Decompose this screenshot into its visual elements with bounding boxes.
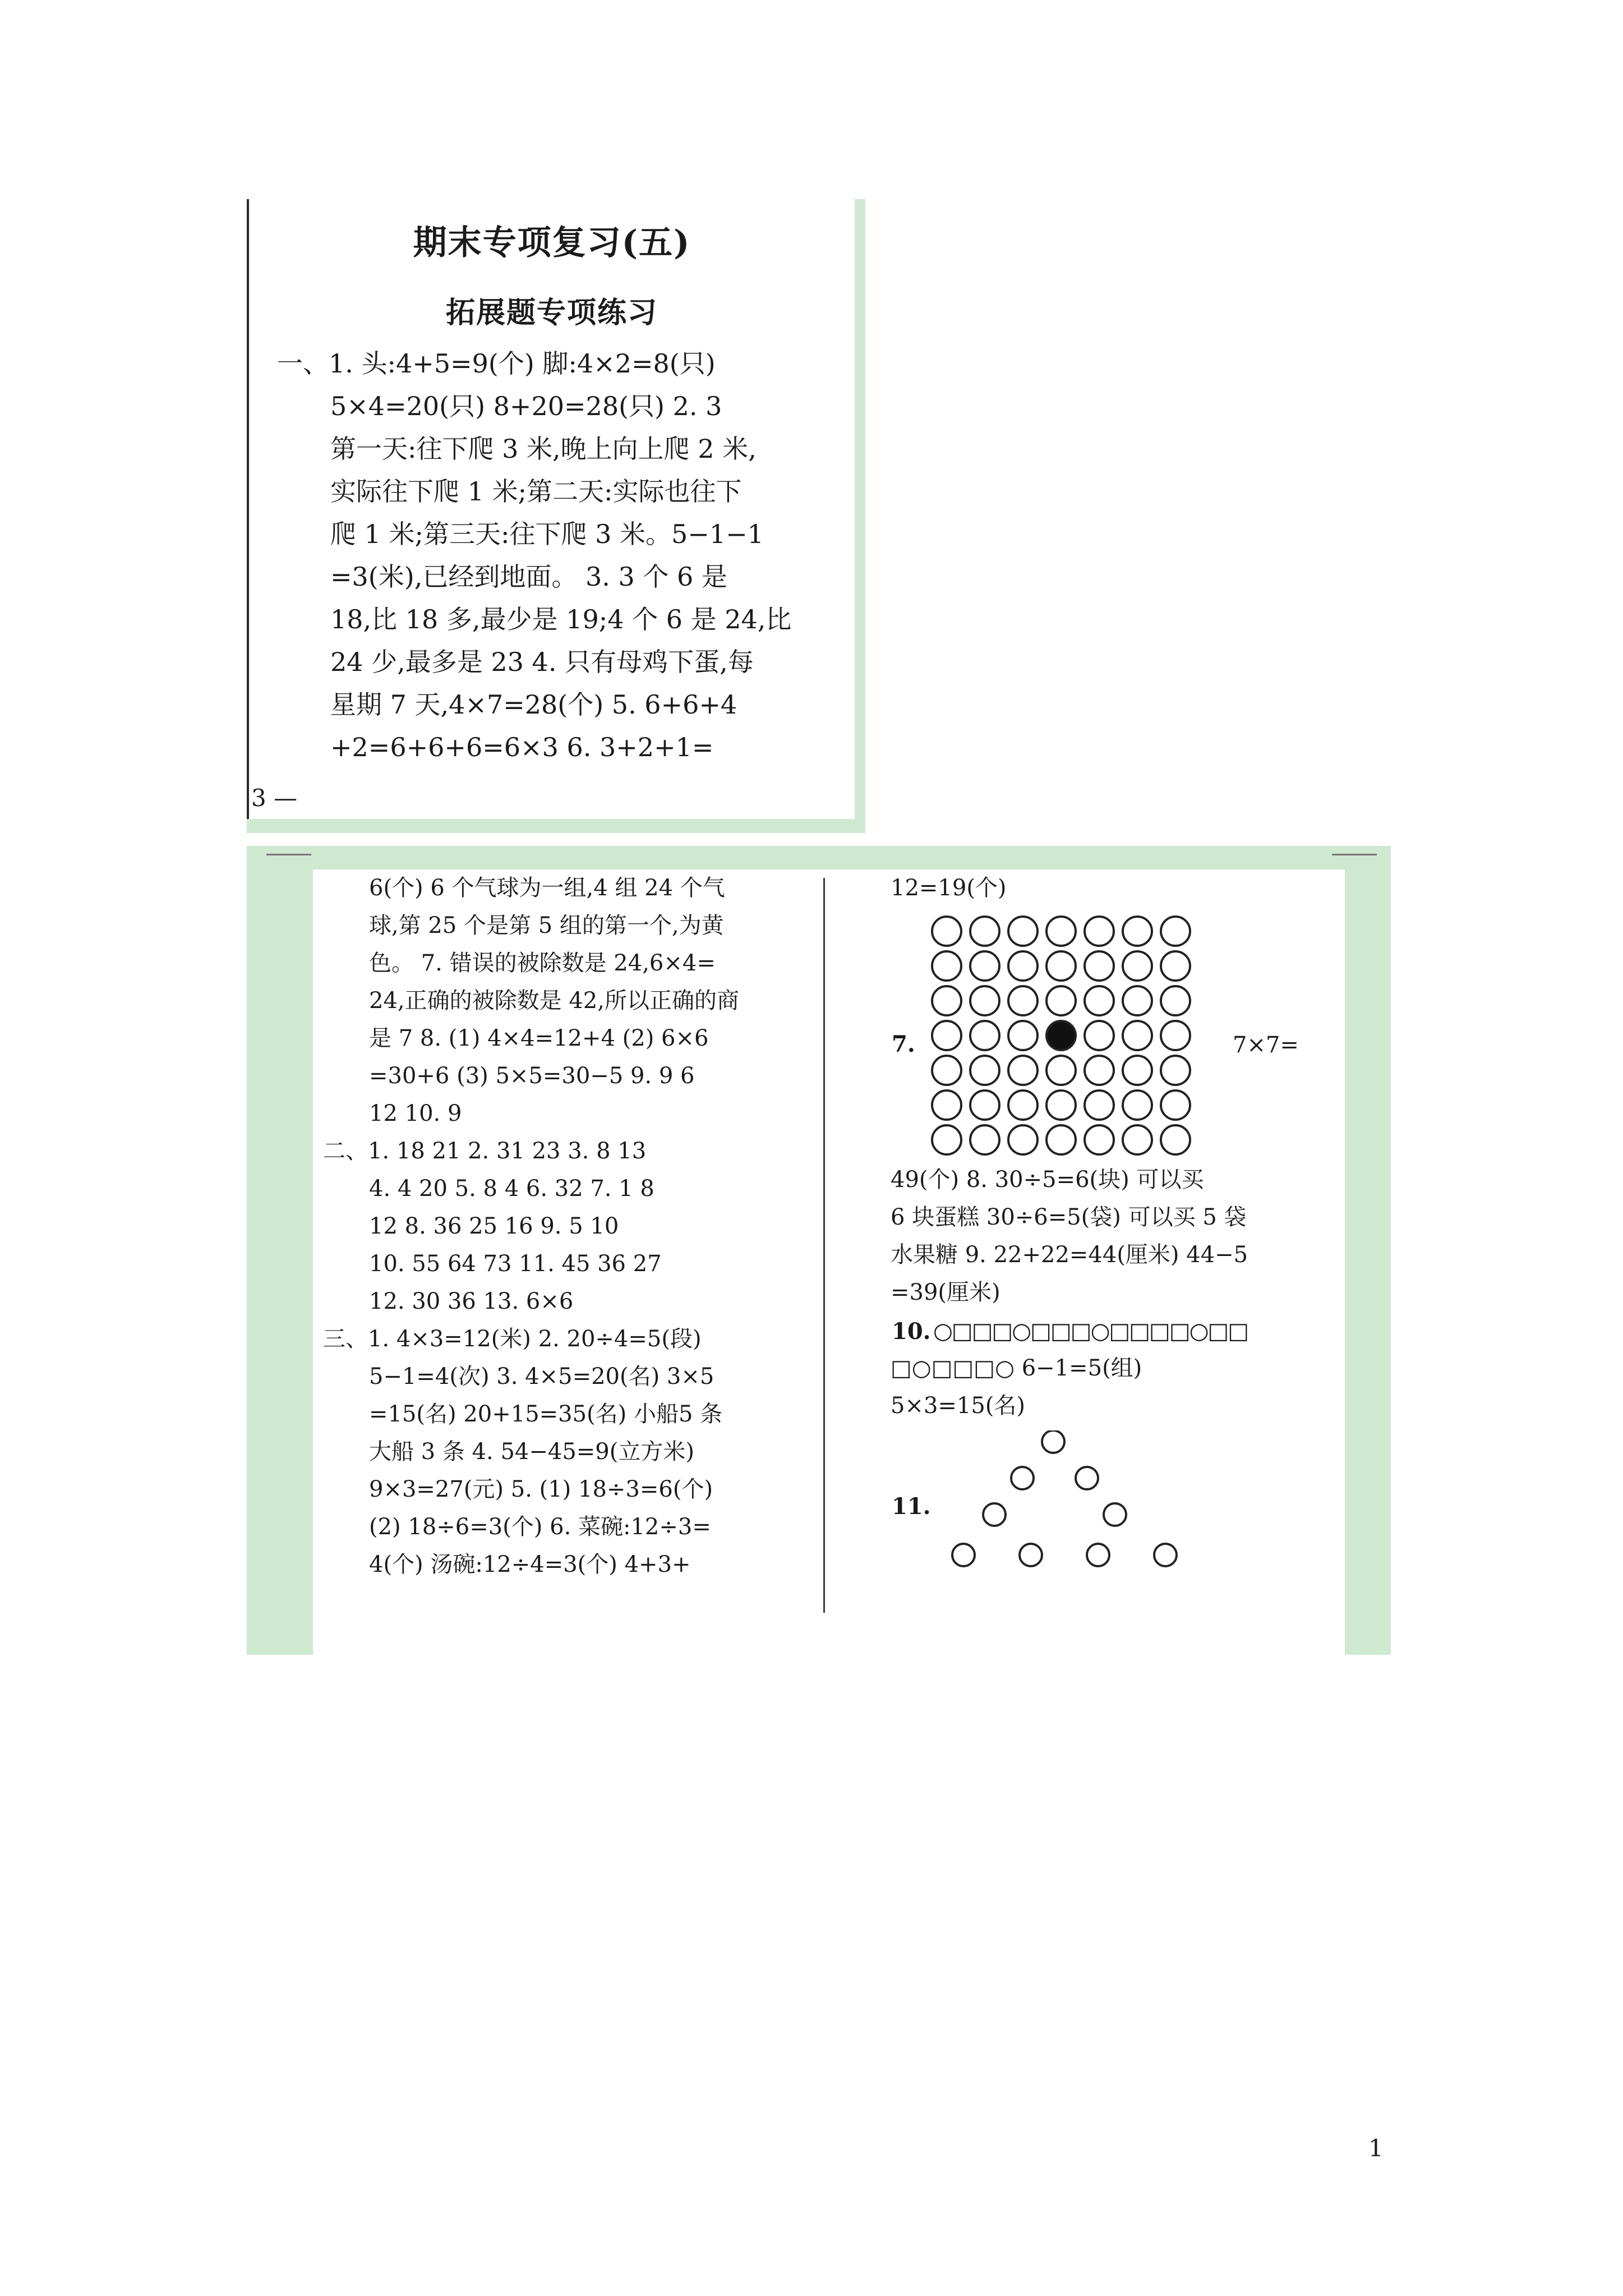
answer-line: 色。 7. 错误的被除数是 24,6×4= — [369, 950, 716, 976]
triangle-circle — [1076, 1467, 1098, 1489]
grid-circle — [1046, 1091, 1076, 1120]
grid-circle — [932, 1091, 961, 1120]
grid-circle — [1085, 1125, 1114, 1154]
grid-circle — [970, 1091, 999, 1120]
question-10-label: 10. — [892, 1318, 931, 1345]
answer-line: 9×3=27(元) 5. (1) 18÷3=6(个) — [369, 1476, 713, 1502]
grid-circle — [1085, 1056, 1114, 1085]
answer-line: 星期 7 天,4×7=28(个) 5. 6+6+4 — [330, 689, 737, 720]
answer-line: 4(个) 汤碗:12÷4=3(个) 4+3+ — [369, 1552, 691, 1577]
answer-line: 12. 30 36 13. 6×6 — [369, 1289, 574, 1314]
grid-circle — [1008, 1091, 1038, 1120]
answer-line: =30+6 (3) 5×5=30−5 9. 9 6 — [369, 1063, 695, 1089]
answer-line: 一、1. 头:4+5=9(个) 脚:4×2=8(只) — [277, 348, 716, 379]
page-number: 1 — [1368, 2134, 1384, 2162]
grid-circle — [932, 986, 961, 1015]
column-divider — [823, 878, 825, 1613]
answer-line: 水果糖 9. 22+22=44(厘米) 44−5 — [891, 1242, 1248, 1268]
grid-circle — [1161, 1125, 1190, 1154]
grid-circle — [1161, 1056, 1190, 1085]
grid-circle — [1046, 917, 1076, 946]
answer-line: =39(厘米) — [891, 1280, 1000, 1305]
triangle-circle — [1042, 1430, 1064, 1453]
grid-circle — [970, 986, 999, 1015]
answer-line: 爬 1 米;第三天:往下爬 3 米。5−1−1 — [330, 519, 764, 549]
answer-line: 12 10. 9 — [369, 1101, 462, 1126]
crop-mark — [266, 846, 311, 855]
answer-line: 6 块蛋糕 30÷6=5(袋) 可以买 5 袋 — [891, 1204, 1247, 1230]
grid-circle — [1008, 917, 1038, 946]
crop-mark — [1332, 846, 1377, 855]
grid-circle — [1085, 1021, 1114, 1050]
answer-line: 5×3=15(名) — [891, 1393, 1026, 1419]
question-11-label: 11. — [892, 1493, 931, 1520]
section-subtitle: 拓展题专项练习 — [445, 296, 658, 330]
top-scan-page — [247, 199, 855, 819]
grid-circle — [1085, 917, 1114, 946]
filled-circle — [1046, 1021, 1076, 1050]
answer-line: □○□□□○ 6−1=5(组) — [891, 1355, 1142, 1381]
triangle-circle — [952, 1544, 975, 1566]
question-7-formula: 7×7= — [1233, 1032, 1299, 1058]
grid-circle — [932, 1021, 961, 1050]
answer-line: 12 8. 36 25 16 9. 5 10 — [369, 1213, 619, 1239]
bottom-scan-block — [247, 846, 1391, 1655]
answer-line: 24,正确的被除数是 42,所以正确的商 — [369, 988, 739, 1014]
triangle-circle — [1011, 1467, 1034, 1489]
grid-circle — [1161, 951, 1190, 981]
grid-circle — [1123, 1021, 1152, 1050]
answer-line: 5×4=20(只) 8+20=28(只) 2. 3 — [330, 391, 722, 421]
grid-circle — [1046, 1056, 1076, 1085]
question-7-label: 7. — [892, 1031, 915, 1057]
grid-circle — [970, 951, 999, 981]
scan-page-footer: 3 — — [251, 784, 298, 812]
bottom-scan-page — [313, 869, 1345, 1655]
grid-circle — [1085, 1091, 1114, 1120]
circle-triangle-figure — [930, 1430, 1210, 1599]
answer-line: =3(米),已经到地面。 3. 3 个 6 是 — [330, 562, 727, 592]
answer-line: 大船 3 条 4. 54−45=9(立方米) — [369, 1439, 694, 1465]
grid-circle — [1123, 1056, 1152, 1085]
grid-circle — [1008, 1125, 1038, 1154]
triangle-circle — [1104, 1503, 1126, 1526]
answer-line: 6(个) 6 个气球为一组,4 组 24 个气 — [369, 875, 725, 901]
answer-line: 实际往下爬 1 米;第二天:实际也往下 — [330, 476, 742, 507]
answer-line: =15(名) 20+15=35(名) 小船5 条 — [369, 1401, 723, 1427]
grid-circle — [970, 1021, 999, 1050]
grid-circle — [1123, 1125, 1152, 1154]
answer-line: 4. 4 20 5. 8 4 6. 32 7. 1 8 — [369, 1176, 654, 1202]
grid-circle — [1046, 1125, 1076, 1154]
grid-circle — [970, 917, 999, 946]
grid-circle — [1123, 917, 1152, 946]
grid-circle — [1161, 986, 1190, 1015]
answer-line: 24 少,最多是 23 4. 只有母鸡下蛋,每 — [330, 647, 754, 677]
circle-grid-figure — [930, 914, 1210, 1167]
answer-line: (2) 18÷6=3(个) 6. 菜碗:12÷3= — [369, 1514, 711, 1540]
grid-circle — [932, 951, 961, 981]
answer-line: 12=19(个) — [891, 875, 1007, 901]
grid-circle — [1046, 986, 1076, 1015]
triangle-circle — [983, 1503, 1006, 1526]
answer-line: 二、1. 18 21 2. 31 23 3. 8 13 — [323, 1138, 647, 1164]
grid-circle — [1085, 986, 1114, 1015]
grid-circle — [1008, 1021, 1038, 1050]
grid-circle — [1008, 1056, 1038, 1085]
section-title: 期末专项复习(五) — [413, 223, 691, 263]
answer-line: 球,第 25 个是第 5 组的第一个,为黄 — [369, 913, 724, 938]
grid-circle — [1161, 1021, 1190, 1050]
grid-circle — [1123, 1091, 1152, 1120]
shape-sequence: ○□□□○□□□○□□□□○□□ — [933, 1318, 1248, 1344]
answer-line: 5−1=4(次) 3. 4×5=20(名) 3×5 — [369, 1364, 714, 1389]
answer-line: 10. 55 64 73 11. 45 36 27 — [369, 1251, 662, 1277]
grid-circle — [932, 1056, 961, 1085]
grid-circle — [1046, 951, 1076, 981]
grid-circle — [1008, 986, 1038, 1015]
grid-circle — [1085, 951, 1114, 981]
grid-circle — [932, 1125, 961, 1154]
answer-line: 18,比 18 多,最少是 19;4 个 6 是 24,比 — [330, 604, 792, 634]
answer-line: 是 7 8. (1) 4×4=12+4 (2) 6×6 — [369, 1025, 709, 1051]
answer-line: +2=6+6+6=6×3 6. 3+2+1= — [330, 732, 714, 762]
grid-circle — [932, 917, 961, 946]
triangle-circle — [1154, 1544, 1177, 1566]
grid-circle — [1123, 951, 1152, 981]
top-scan-block — [247, 199, 865, 833]
grid-circle — [1161, 917, 1190, 946]
triangle-circle — [1020, 1544, 1042, 1566]
grid-circle — [1161, 1091, 1190, 1120]
grid-circle — [1123, 986, 1152, 1015]
answer-line: 三、1. 4×3=12(米) 2. 20÷4=5(段) — [323, 1326, 702, 1352]
answer-line: 第一天:往下爬 3 米,晚上向上爬 2 米, — [330, 434, 757, 464]
answer-line: 49(个) 8. 30÷5=6(块) 可以买 — [891, 1167, 1204, 1193]
triangle-circle — [1087, 1544, 1109, 1566]
grid-circle — [970, 1056, 999, 1085]
grid-circle — [970, 1125, 999, 1154]
grid-circle — [1008, 951, 1038, 981]
